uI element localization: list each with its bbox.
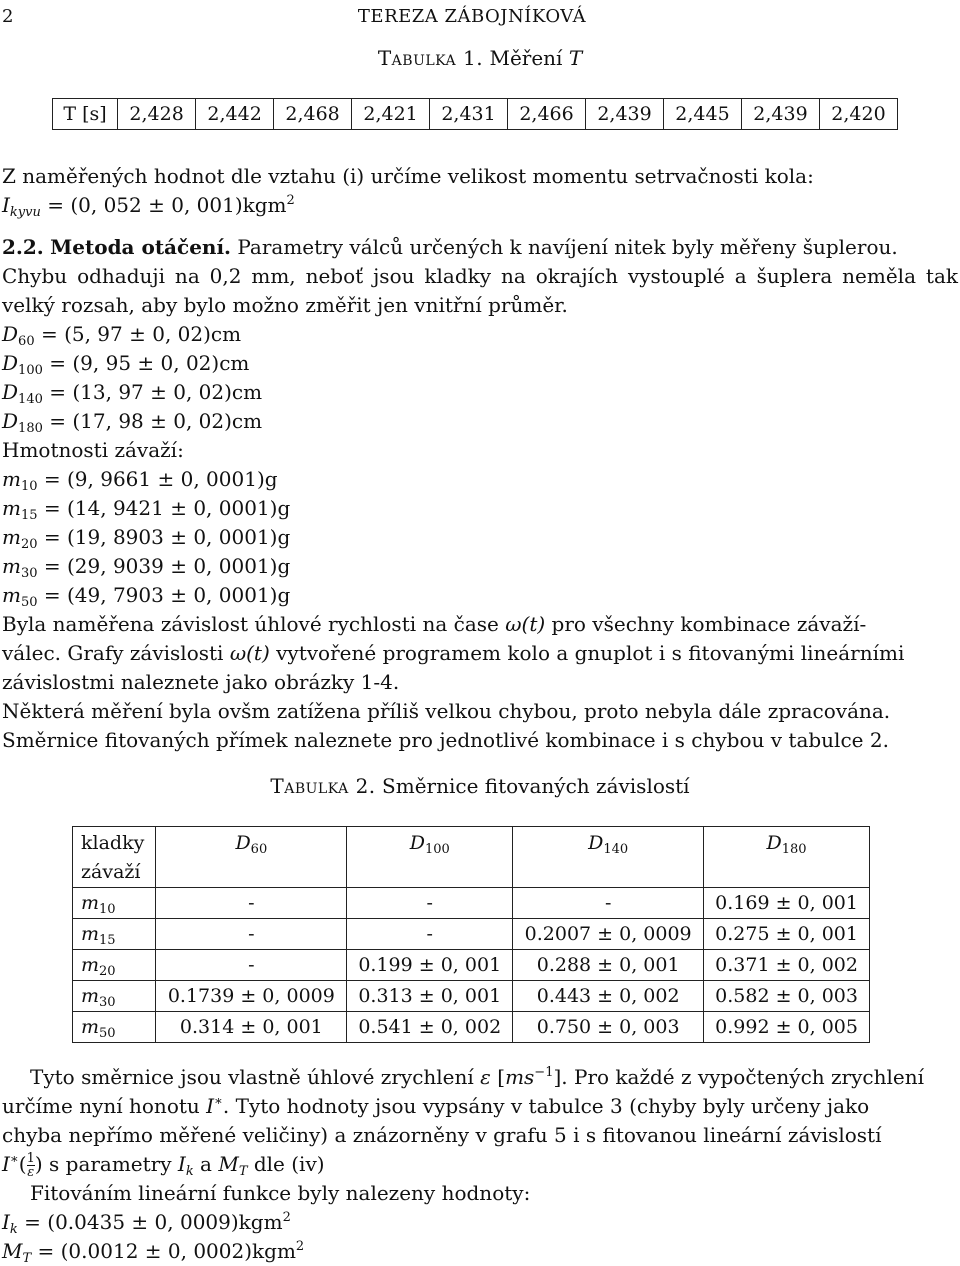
table1-cell: 2,421 (352, 99, 430, 130)
text-line: I∗( $\frac{1}{\varepsilon}$ ) s parametry $I_k$ a $M_T$ dle (iv) (2, 1151, 325, 1180)
diameter-item: $D_{60} = (5$, 97 ± 0, 02)cm (2, 322, 242, 349)
results-paragraph (2, 610, 958, 755)
text-line: závislostmi naleznete jako obrázky 1-4. (2, 670, 400, 694)
table2-cell: 0.275 ± 0, 001 (704, 919, 870, 950)
text-line: Některá měření byla ovšm zatížena příliš velkou chybou, proto nebyla dále zpracována. (2, 699, 891, 723)
section-2-2 (2, 233, 958, 320)
table2-cell: - (513, 888, 704, 919)
text-line: určíme nyní honotu I∗. Tyto hodnoty jsou vypsány v tabulce 3 (chyby byly určeny jako (2, 1094, 870, 1118)
table2-row-label: $m_{15}$ (73, 919, 156, 950)
table2-cell: 0.2007 ± 0, 0009 (513, 919, 704, 950)
table1-cell: 2,445 (664, 99, 742, 130)
section-intro-text: Parametry válců určených k navíjení nitek byly měřeny šuplerou. (237, 235, 898, 259)
table2-column-header: $D_{140}$ (513, 827, 704, 888)
diameters-list (2, 320, 958, 610)
table2-cell: 0.541 ± 0, 002 (347, 1012, 513, 1043)
table1 (52, 98, 898, 130)
table2-cell: - (347, 888, 513, 919)
table2-corner: kladky závaží (73, 827, 156, 888)
inertia-equation: $I_{kyvu} = (0$, 052 ± 0, 001)kgm$^2$ (2, 193, 295, 220)
diameter-item: $D_{140} = (13$, 97 ± 0, 02)cm (2, 380, 263, 407)
section-text: Chybu odhaduji na 0,2 mm, neboť jsou kladky na okrajích vystouplé a šuplera neměla tak velký rozsah, aby bylo možno změřit jen vnitřní průměr. (2, 264, 958, 317)
table1-cell: 2,431 (430, 99, 508, 130)
mass-item: $m_{50} = (49$, 7903 ± 0, 0001)g (2, 583, 291, 610)
table2-cell: 0.169 ± 0, 001 (704, 888, 870, 919)
author-name: TEREZA ZÁBOJNÍKOVÁ (357, 6, 587, 27)
table2-cell: - (156, 888, 347, 919)
table1-cell: 2,442 (196, 99, 274, 130)
table2-cell: 0.582 ± 0, 003 (704, 981, 870, 1012)
table1-cell: 2,439 (586, 99, 664, 130)
table2-column-header: $D_{180}$ (704, 827, 870, 888)
table2-cell: 0.750 ± 0, 003 (513, 1012, 704, 1043)
section-title: Metoda otáčení. (50, 235, 232, 259)
table2-row-label: $m_{10}$ (73, 888, 156, 919)
table2-caption: Tabulka 2. Směrnice fitovaných závislostí (270, 774, 690, 798)
mass-item: $m_{30} = (29$, 9039 ± 0, 0001)g (2, 554, 291, 581)
mass-item: $m_{20} = (19$, 8903 ± 0, 0001)g (2, 525, 291, 552)
result-item: $M_T = (0.0012 \pm 0$, 0002)kgm$^2$ (2, 1239, 305, 1266)
table1-cell: 2,466 (508, 99, 586, 130)
table-row (73, 888, 870, 919)
table2 (72, 826, 870, 1043)
table-row (73, 981, 870, 1012)
text-line: chyba nepřímo měřené veličiny) a znázorněny v grafu 5 i s fitovanou lineární závislostí (2, 1123, 882, 1147)
page-number: 2 (2, 6, 14, 27)
text-line: válec. Grafy závislosti ω(t) vytvořené programem kolo a gnuplot i s fitovanými lineárními (2, 641, 905, 665)
running-header (2, 2, 942, 28)
diameter-item: $D_{180} = (17$, 98 ± 0, 02)cm (2, 409, 263, 436)
table2-cell: - (156, 919, 347, 950)
table2-cell: 0.314 ± 0, 001 (156, 1012, 347, 1043)
table2-cell: - (156, 950, 347, 981)
table1-cell: 2,428 (118, 99, 196, 130)
table-header-row (73, 827, 870, 888)
table2-cell: 0.371 ± 0, 002 (704, 950, 870, 981)
table2-cell: 0.992 ± 0, 005 (704, 1012, 870, 1043)
text-line: Směrnice fitovaných přímek naleznete pro jednotlivé kombinace i s chybou v tabulce 2. (2, 728, 889, 752)
table-row (73, 950, 870, 981)
table2-row-label: $m_{50}$ (73, 1012, 156, 1043)
table2-cell: 0.1739 ± 0, 0009 (156, 981, 347, 1012)
table-row (73, 919, 870, 950)
table2-cell: 0.443 ± 0, 002 (513, 981, 704, 1012)
table2-column-header: $D_{60}$ (156, 827, 347, 888)
masses-heading: Hmotnosti závaží: (2, 438, 184, 462)
section-heading-line (2, 233, 958, 262)
table2-row-label: $m_{30}$ (73, 981, 156, 1012)
result-item: $I_k = (0.0435 \pm 0$, 0009)kgm$^2$ (2, 1210, 291, 1237)
section-number: 2.2. (2, 235, 44, 259)
diameter-item: $D_{100} = (9$, 95 ± 0, 02)cm (2, 351, 250, 378)
mass-item: $m_{15} = (14$, 9421 ± 0, 0001)g (2, 496, 291, 523)
text-line: Byla naměřena závislost úhlové rychlosti na čase ω(t) pro všechny kombinace závaží- (2, 612, 867, 636)
text-line: Fitováním lineární funkce byly nalezeny hodnoty: (30, 1181, 531, 1205)
table2-cell: 0.199 ± 0, 001 (347, 950, 513, 981)
table-row (53, 99, 898, 130)
table-row (73, 1012, 870, 1043)
table2-cell: 0.288 ± 0, 001 (513, 950, 704, 981)
table2-row-label: $m_{20}$ (73, 950, 156, 981)
table2-cell: - (347, 919, 513, 950)
fraction: $\frac{1}{\varepsilon}$ (26, 1151, 35, 1180)
conclusion-paragraph (2, 1063, 958, 1266)
table1-cell: 2,439 (742, 99, 820, 130)
table2-column-header: $D_{100}$ (347, 827, 513, 888)
table1-caption: Tabulka 1. Měření T (377, 46, 583, 70)
table1-cell: 2,468 (274, 99, 352, 130)
mass-item: $m_{10} = (9$, 9661 ± 0, 0001)g (2, 467, 278, 494)
table1-cell: 2,420 (819, 99, 897, 130)
table2-cell: 0.313 ± 0, 001 (347, 981, 513, 1012)
text-line: Tyto směrnice jsou vlastně úhlové zrychlení ε $[ms^{-1}]$. Pro každé z vypočtených zrychlení (30, 1065, 924, 1089)
intro-paragraph (2, 162, 958, 220)
table1-row-label: T [s] (53, 99, 118, 130)
intro-text: Z naměřených hodnot dle vztahu (i) určíme velikost momentu setrvačnosti kola: (2, 164, 814, 188)
